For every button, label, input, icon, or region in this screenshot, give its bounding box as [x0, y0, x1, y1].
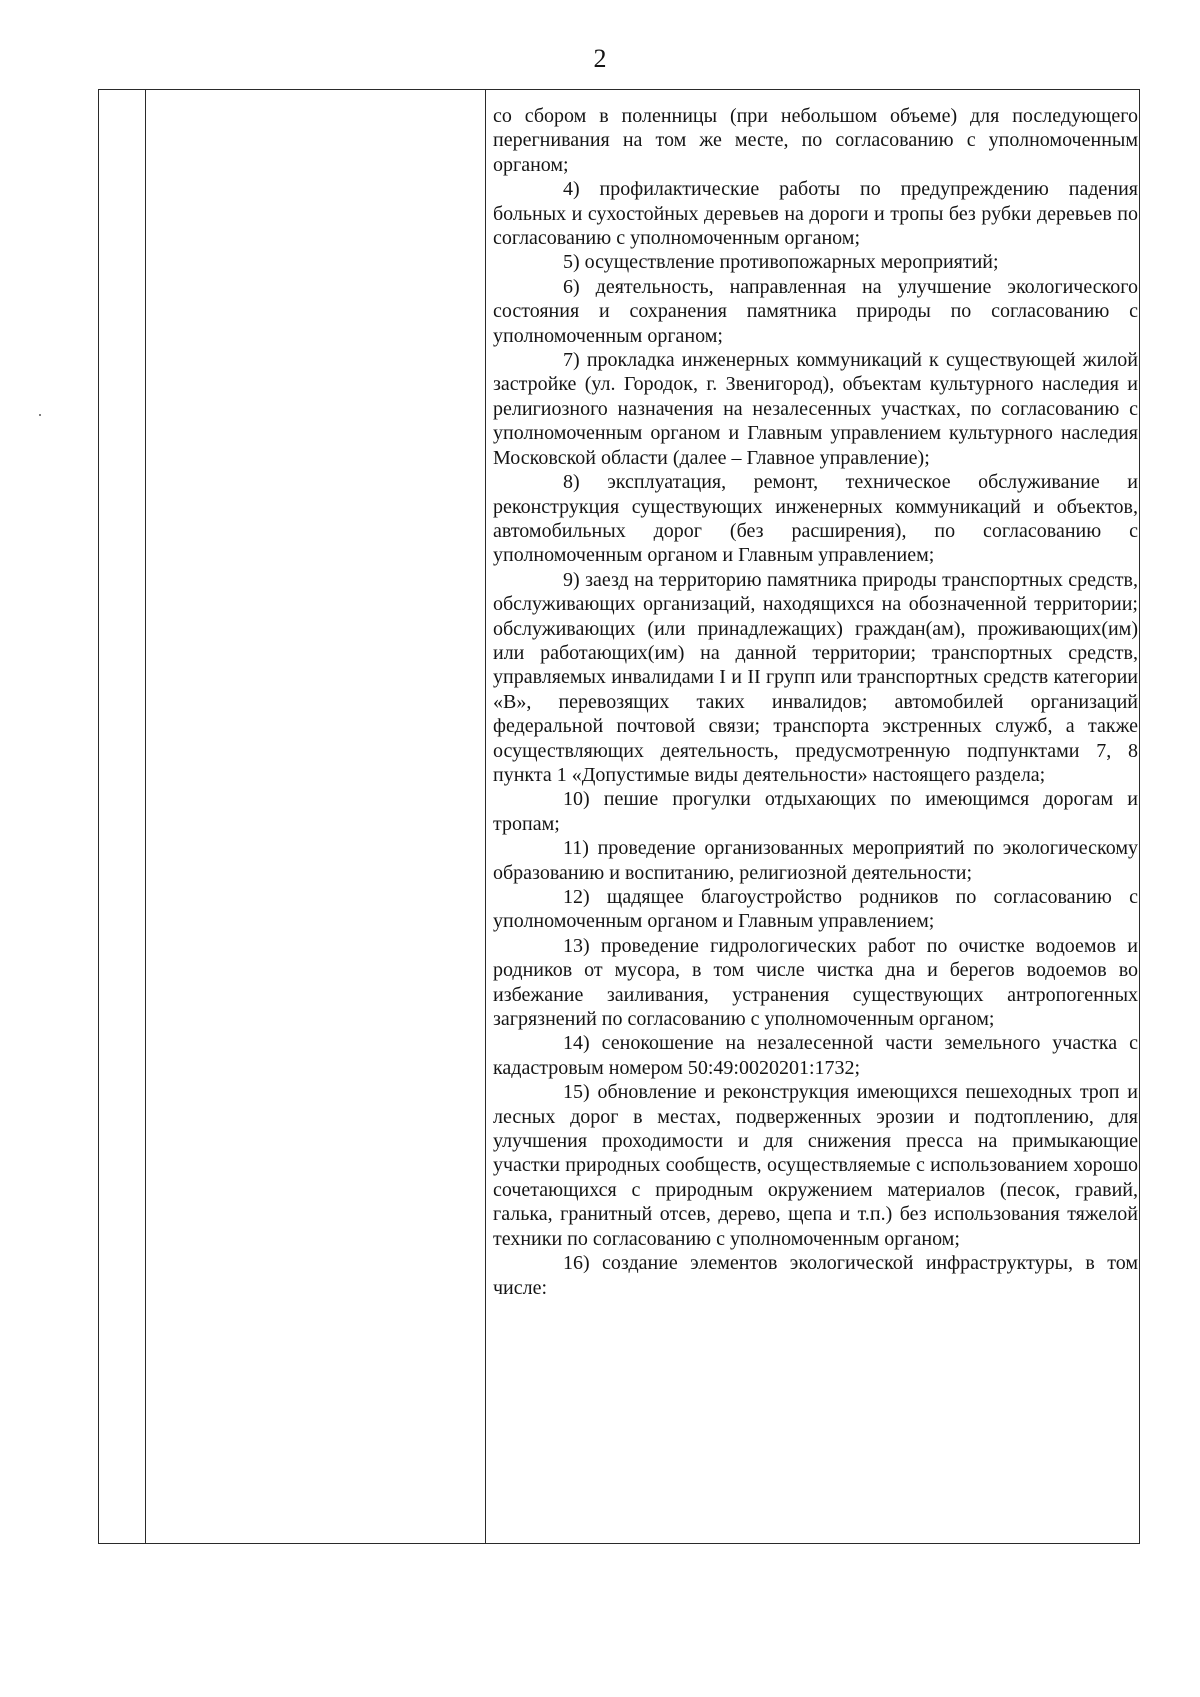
scan-speck [39, 414, 41, 416]
paragraph: 10) пешие прогулки отдыхающих по имеющимся дорогам и тропам; [493, 788, 1138, 835]
paragraph: 7) прокладка инженерных коммуникаций к существующей жилой застройке (ул. Городок, г. Звенигород), объектам культурного наследия и религиозного назначения на незалесенных участках, по согласованию с уполномоченным органом и Главным управлением культурного наследия Московской области (далее – Главное управление); [493, 349, 1138, 469]
paragraph: 8) эксплуатация, ремонт, техническое обслуживание и реконструкция существующих инженерных коммуникаций и объектов, автомобильных дорог (без расширения), по согласованию с уполномоченным органом и Главным управлением; [493, 471, 1138, 567]
paragraph: 5) осуществление противопожарных мероприятий; [563, 251, 999, 274]
paragraph: 15) обновление и реконструкция имеющихся пешеходных троп и лесных дорог в местах, подверженных эрозии и подтоплению, для улучшения проходимости и для снижения пресса на примыкающие участки природных сообществ, осуществляемые с использованием хорошо сочетающихся с природным окружением материалов (песок, гравий, галька, гранитный отсев, дерево, щепа и т.п.) без использования тяжелой техники по согласованию с уполномоченным органом; [493, 1081, 1138, 1250]
paragraph: 11) проведение организованных мероприятий по экологическому образованию и воспитанию, религиозной деятельности; [493, 837, 1138, 884]
paragraph: 14) сенокошение на незалесенной части земельного участка с кадастровым номером 50:49:0020201:1732; [493, 1032, 1138, 1079]
column-divider [145, 90, 146, 1543]
column-divider [485, 90, 486, 1543]
paragraph: 12) щадящее благоустройство родников по согласованию с уполномоченным органом и Главным управлением; [493, 886, 1138, 933]
paragraph: 13) проведение гидрологических работ по очистке водоемов и родников от мусора, в том числе чистка дна и берегов водоемов во избежание заиливания, устранения существующих антропогенных загрязнений по согласованию с уполномоченным органом; [493, 934, 1138, 1031]
paragraph: 9) заезд на территорию памятника природы транспортных средств, обслуживающих организаций, находящихся на обозначенной территории; обслуживающих (или принадлежащих) граждан(ам), проживающих(им) или работающих(им) на данной территории; транспортных средств, управляемых инвалидами I и II групп или транспортных средств категории «В», перевозящих таких инвалидов; автомобилей организаций федеральной почтовой связи; транспорта экстренных служб, а также осуществляющих деятельность, предусмотренную подпунктами 7, 8 пункта 1 «Допустимые виды деятельности» настоящего раздела; [493, 568, 1138, 786]
paragraph: со сбором в поленницы (при небольшом объеме) для последующего перегнивания на том же месте, по согласованию с уполномоченным органом; [493, 105, 1138, 176]
table-text-cell [493, 104, 1138, 1300]
page-number: 2 [593, 44, 607, 73]
document-table [98, 89, 1140, 1544]
paragraph: 6) деятельность, направленная на улучшение экологического состояния и сохранения памятника природы по согласованию с уполномоченным органом; [493, 275, 1138, 347]
paragraph: 4) профилактические работы по предупреждению падения больных и сухостойных деревьев на дороги и тропы без рубки деревьев по согласованию с уполномоченным органом; [493, 178, 1138, 250]
paragraph: 16) создание элементов экологической инфраструктуры, в том числе: [493, 1252, 1138, 1299]
